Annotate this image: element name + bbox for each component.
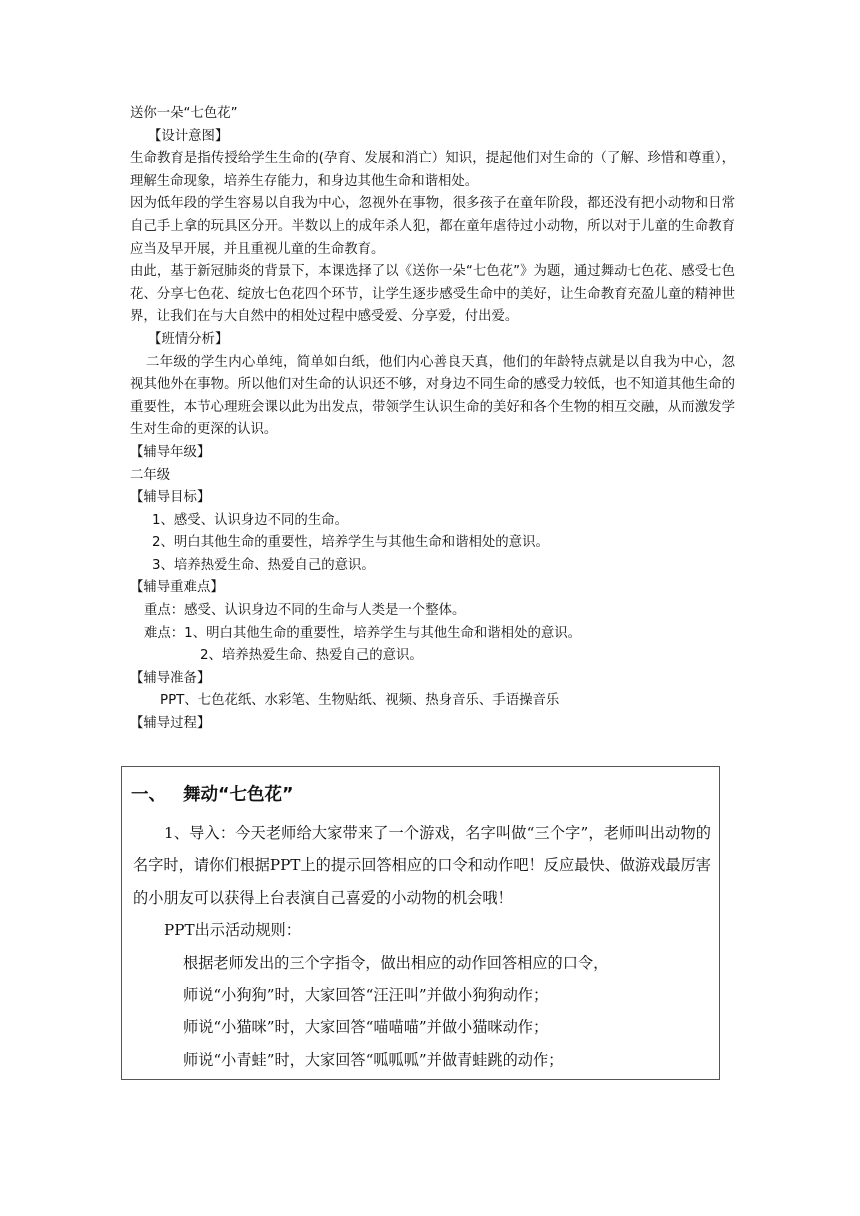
rules-heading: PPT出示活动规则： [164, 921, 301, 940]
heading-class-analysis: 【班情分析】 [148, 331, 229, 347]
goal-item: 1、感受、认识身边不同的生命。 [152, 512, 348, 528]
heading-key-points: 【辅导重难点】 [130, 580, 224, 596]
activity-intro: 1、导入：今天老师给大家带来了一个游戏，名字叫做“三个字”，老师叫出动物的名字时，请你们根据PPT上的提示回答相应的口令和动作吧！反应最快、做游戏最厉害的小朋友可以获得上台表演自己喜爱的小动物的机会哦！ [133, 824, 711, 907]
rule-item: 师说“小猫咪”时，大家回答“喵喵喵”并做小猫咪动作； [183, 1018, 549, 1037]
heading-goals: 【辅导目标】 [130, 490, 211, 506]
activity-name: 舞动“七色花” [183, 785, 294, 805]
document-title: 送你一朵“七色花” [130, 106, 238, 121]
lesson-plan-body [130, 103, 735, 736]
heading-design-intent: 【设计意图】 [148, 128, 229, 144]
difficult-point-2: 2、培养热爱生命、热爱自己的意识。 [200, 648, 423, 664]
design-intent-para-2: 因为低年段的学生容易以自我为中心，忽视外在事物，很多孩子在童年阶段，都还没有把小动物和日常自己手上拿的玩具区分开。半数以上的成年杀人犯，都在童年虐待过小动物，所以对于儿童的生命教育应当及早开展，并且重视儿童的生命教育。 [130, 196, 735, 257]
key-point: 重点：感受、认识身边不同的生命与人类是一个整体。 [144, 603, 466, 619]
design-intent-para-3: 由此，基于新冠肺炎的背景下，本课选择了以《送你一朵“七色花”》为题，通过舞动七色花、感受七色花、分享七色花、绽放七色花四个环节，让学生逐步感受生命中的美好，让生命教育充盈儿童的精神世界，让我们在与大自然中的相处过程中感受爱、分享爱，付出爱。 [130, 264, 735, 325]
activity-box [121, 766, 720, 1080]
goal-item: 2、明白其他生命的重要性，培养学生与其他生命和谐相处的意识。 [152, 535, 549, 551]
activity-number: 一、 [131, 785, 166, 805]
goal-item: 3、培养热爱生命、热爱自己的意识。 [152, 557, 375, 573]
heading-process: 【辅导过程】 [130, 716, 211, 732]
grade-value: 二年级 [130, 467, 171, 483]
rule-item: 师说“小青蛙”时，大家回答“呱呱呱”并做青蛙跳的动作； [183, 1050, 564, 1069]
heading-grade: 【辅导年级】 [130, 444, 211, 460]
rule-item: 根据老师发出的三个字指令，做出相应的动作回答相应的口令， [183, 953, 609, 972]
rule-item: 师说“小狗狗”时，大家回答“汪汪叫”并做小狗狗动作； [183, 986, 549, 1005]
heading-preparation: 【辅导准备】 [130, 670, 211, 686]
design-intent-para-1: 生命教育是指传授给学生生命的(孕育、发展和消亡）知识，提起他们对生命的（了解、珍惜和尊重），理解生命现象，培养生存能力，和身边其他生命和谐相处。 [130, 151, 735, 189]
activity-body [133, 817, 711, 1076]
class-analysis-para: 二年级的学生内心单纯，简单如白纸，他们内心善良天真，他们的年龄特点就是以自我为中心，忽视其他外在事物。所以他们对生命的认识还不够，对身边不同生命的感受力较低，也不知道其他生命的重要性，本节心理班会课以此为出发点，带领学生认识生命的美好和各个生物的相互交融，从而激发学生对生命的更深的认识。 [130, 354, 735, 438]
difficult-point-1: 难点：1、明白其他生命的重要性，培养学生与其他生命和谐相处的意识。 [144, 625, 582, 641]
preparation-value: PPT、七色花纸、水彩笔、生物贴纸、视频、热身音乐、手语操音乐 [160, 693, 560, 709]
activity-title [131, 781, 294, 806]
